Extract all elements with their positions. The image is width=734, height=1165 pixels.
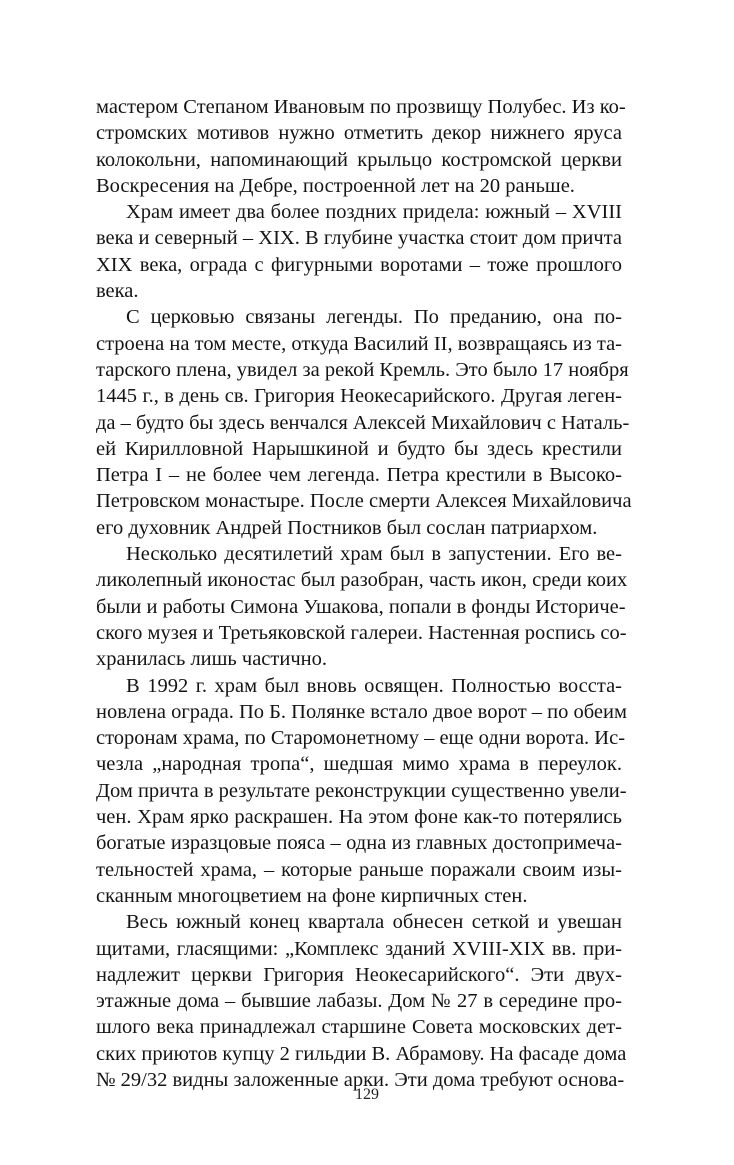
text-line: Весь южный конец квартала обнесен сеткой и увешан (126, 911, 622, 934)
text-line: этажные дома – бывшие лабазы. Дом № 27 в середине про- (96, 990, 622, 1013)
text-line: шлого века принадлежал старшине Совета московских дет- (96, 1016, 622, 1039)
text-line: богатые изразцовые пояса – одна из главных достопримеча- (96, 832, 622, 855)
text-line: ских приютов купцу 2 гильдии В. Абрамову. На фасаде дома (96, 1042, 627, 1065)
text-line: века и северный – XIX. В глубине участка стоит дом причта (96, 227, 622, 250)
text-line: новлена ограда. По Б. Полянке встало двое ворот – по обеим (96, 700, 627, 723)
text-line: Дом причта в результате реконструкции существенно увели- (96, 779, 627, 802)
text-line: тарского плена, увидел за рекой Кремль. Это было 17 ноября (96, 358, 629, 381)
text-line: были и работы Симона Ушакова, попали в фонды Историче- (96, 595, 626, 618)
text-line: века. (96, 280, 139, 303)
text-line: чезла „народная тропа“, шедшая мимо храма в переулок. (96, 753, 622, 776)
text-line: № 29/32 видны заложенные арки. Эти дома требуют основа- (96, 1068, 625, 1091)
text-line: Воскресения на Дебре, построенной лет на 20 раньше. (96, 174, 575, 197)
text-line: Петра I – не более чем легенда. Петра крестили в Высоко- (96, 464, 622, 487)
text-line: щитами, гласящими: „Комплекс зданий XVIII-XIX вв. при- (96, 937, 622, 960)
text-line: хранилась лишь частично. (96, 648, 327, 671)
page-number: 129 (355, 1086, 379, 1103)
text-line: мастером Степаном Ивановым по прозвищу Полубес. Из ко- (96, 96, 626, 118)
text-line: тельностей храма, – которые раньше поражали своим изы- (96, 858, 622, 881)
text-line: ликолепный иконостас был разобран, часть икон, среди коих (96, 569, 628, 592)
page-text (96, 94, 632, 1093)
text-line: 1445 г., в день св. Григория Неокесарийского. Другая леген- (96, 385, 622, 408)
text-line: надлежит церкви Григория Неокесарийского“. Эти двух- (96, 963, 622, 986)
text-line: его духовник Андрей Постников был сослан патриархом. (96, 516, 598, 539)
text-line: ей Кирилловной Нарышкиной и будто бы здесь крестили (96, 437, 622, 460)
text-line: В 1992 г. храм был вновь освящен. Полностью восста- (126, 674, 622, 697)
text-line: строена на том месте, откуда Василий II, возвращаясь из та- (96, 332, 622, 355)
text-line: чен. Храм ярко раскрашен. На этом фоне как-то потерялись (96, 806, 622, 829)
text-line: сканным многоцветием на фоне кирпичных стен. (96, 884, 528, 907)
text-line: Петровском монастыре. После смерти Алексея Михайловича (96, 490, 632, 513)
text-line: сторонам храма, по Старомонетному – еще одни ворота. Ис- (96, 727, 626, 750)
text-line: Несколько десятилетий храм был в запустении. Его ве- (126, 543, 622, 566)
text-line: ского музея и Третьяковской галереи. Настенная роспись со- (96, 621, 627, 644)
text-line: колокольни, напоминающий крыльцо костромской церкви (96, 148, 622, 171)
text-line: стромских мотивов нужно отметить декор нижнего яруса (96, 122, 622, 145)
text-line: С церковью связаны легенды. По преданию, она по- (126, 306, 622, 329)
text-line: да – будто бы здесь венчался Алексей Михайлович с Наталь- (96, 411, 630, 434)
text-line: Храм имеет два более поздних придела: южный – XVIII (126, 201, 622, 224)
text-line: XIX века, ограда с фигурными воротами – тоже прошлого (96, 253, 622, 276)
